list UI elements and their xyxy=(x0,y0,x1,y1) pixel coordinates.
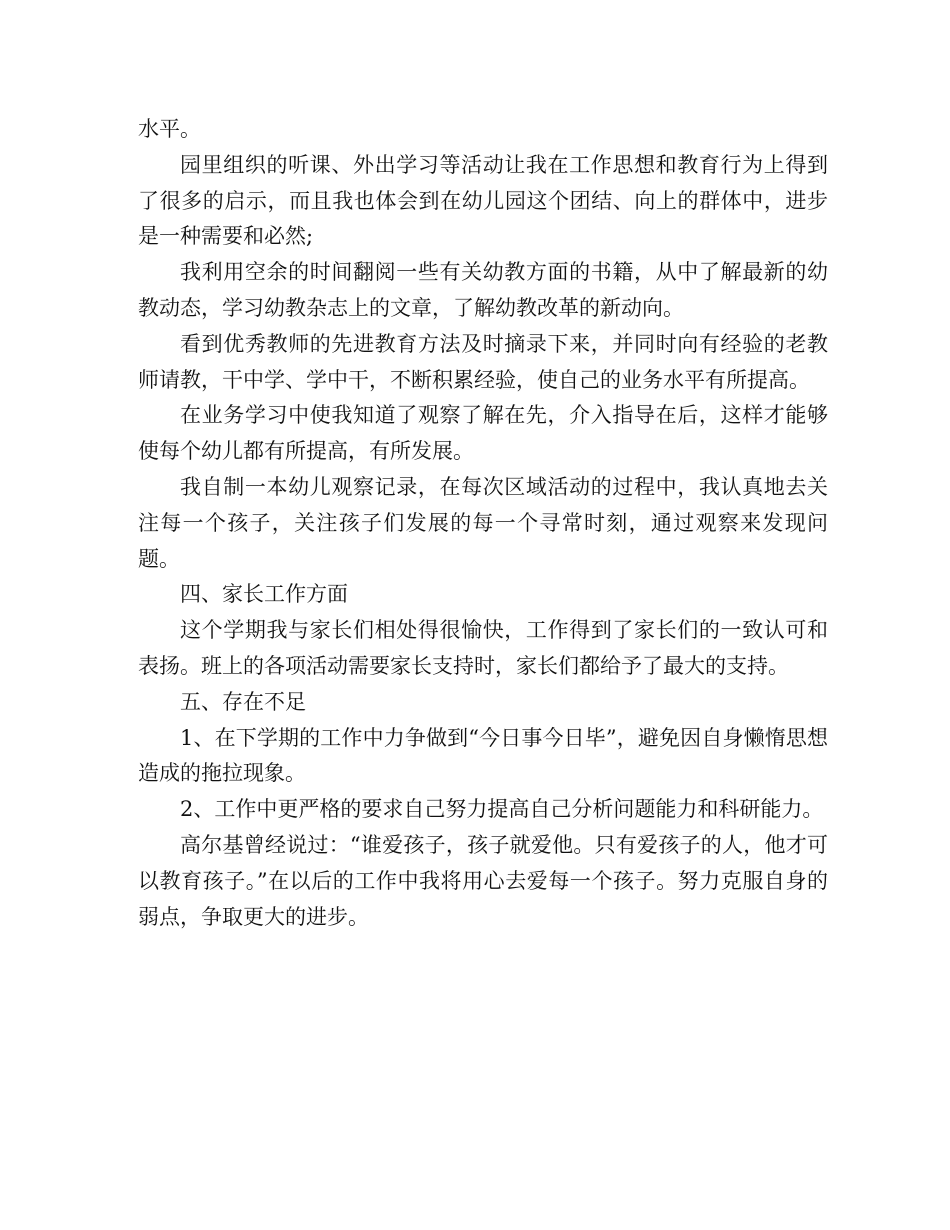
paragraph: 园里组织的听课、外出学习等活动让我在工作思想和教育行为上得到了很多的启示，而且我也体会到在幼儿园这个团结、向上的群体中，进步是一种需要和必然; xyxy=(138,152,828,249)
paragraph: 在业务学习中使我知道了观察了解在先，介入指导在后，这样才能够使每个幼儿都有所提高，有所发展。 xyxy=(138,403,828,464)
paragraph: 我自制一本幼儿观察记录，在每次区域活动的过程中，我认真地去关注每一个孩子，关注孩子们发展的每一个寻常时刻，通过观察来发现问题。 xyxy=(138,474,828,571)
paragraph: 高尔基曾经说过：“谁爱孩子，孩子就爱他。只有爱孩子的人，他才可以教育孩子。”在以后的工作中我将用心去爱每一个孩子。努力克服自身的弱点，争取更大的进步。 xyxy=(138,832,828,929)
paragraph: 我利用空余的时间翻阅一些有关幼教方面的书籍，从中了解最新的幼教动态，学习幼教杂志上的文章，了解幼教改革的新动向。 xyxy=(138,260,828,320)
paragraph: 这个学期我与家长们相处得很愉快，工作得到了家长们的一致认可和表扬。班上的各项活动需要家长支持时，家长们都给予了最大的支持。 xyxy=(138,618,828,678)
document-body xyxy=(138,112,828,935)
list-item: 1、在下学期的工作中力争做到“今日事今日毕”，避免因自身懒惰思想造成的拖拉现象。 xyxy=(138,725,828,786)
section-heading: 四、家长工作方面 xyxy=(180,582,348,607)
paragraph: 看到优秀教师的先进教育方法及时摘录下来，并同时向有经验的老教师请教，干中学、学中干，不断积累经验，使自己的业务水平有所提高。 xyxy=(138,331,828,392)
list-item: 2、工作中更严格的要求自己努力提高自己分析问题能力和科研能力。 xyxy=(180,797,824,822)
paragraph: 水平。 xyxy=(138,117,201,141)
section-heading: 五、存在不足 xyxy=(180,689,306,714)
